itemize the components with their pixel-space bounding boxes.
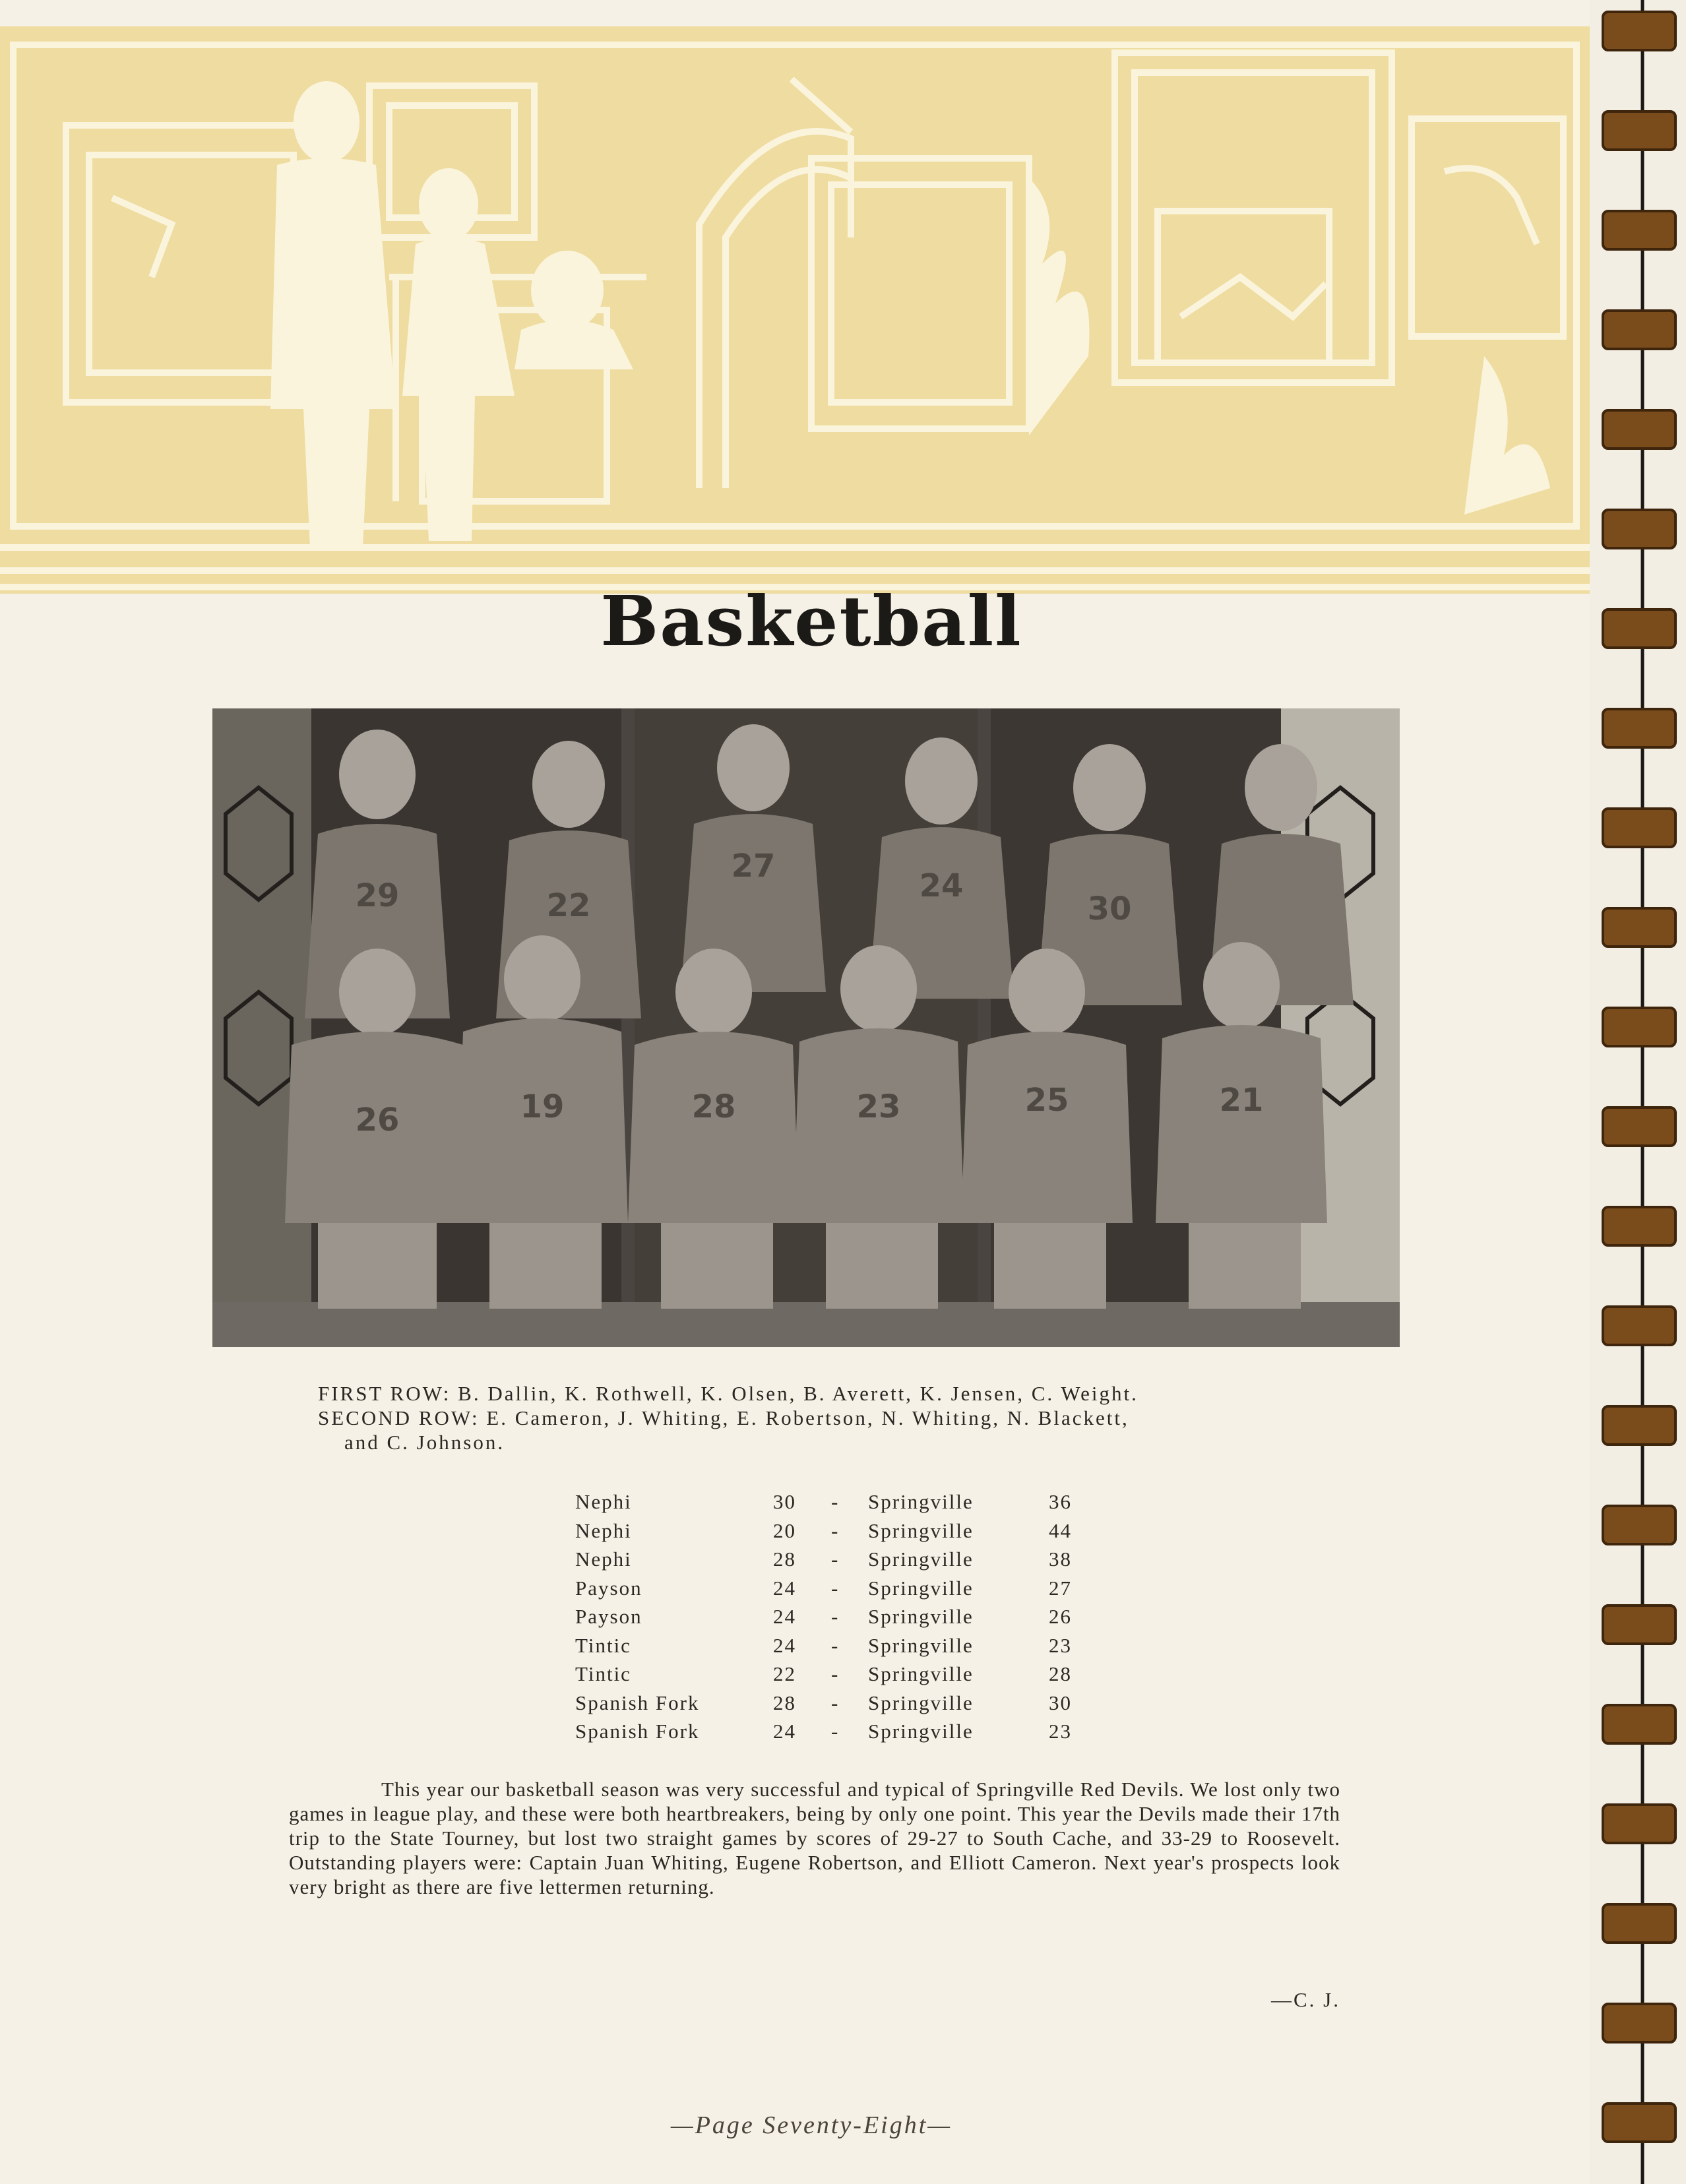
binding-coil — [1603, 12, 1675, 50]
binding-coil — [1603, 1904, 1675, 1943]
jersey-number: 27 — [731, 848, 776, 885]
home-team: Springville — [868, 1518, 974, 1542]
score-dash: - — [831, 1633, 840, 1657]
score-row — [575, 1490, 1103, 1519]
score-row — [575, 1519, 1103, 1548]
header-illustration — [0, 26, 1590, 594]
season-summary: This year our basketball season was very successful and typical of Springville Red Devils. We lost only two games in league play, and these were both heartbreakers, being by only one point. This year the Devils made their 17th trip to the State Tourney, but lost two straight games by scores of 29-27 to South Cache, and 33-29 to Roosevelt. Outstanding players were: Captain Juan Whiting, Eugene Robertson, and Elliott Cameron. Next year's prospects look very bright as there are five lettermen returning. — [289, 1778, 1340, 1898]
home-score: 23 — [1049, 1633, 1072, 1657]
opponent-score: 30 — [773, 1490, 796, 1513]
opponent-team: Tintic — [575, 1662, 631, 1685]
home-team: Springville — [868, 1720, 974, 1743]
opponent-team: Spanish Fork — [575, 1720, 700, 1743]
jersey-number: 24 — [919, 867, 964, 904]
jersey-number: 29 — [355, 877, 400, 914]
score-dash: - — [831, 1490, 840, 1513]
author-signature: —C. J. — [1271, 1988, 1340, 2011]
opponent-score: 20 — [773, 1518, 796, 1542]
score-dash: - — [831, 1576, 840, 1600]
binding-coil — [1603, 311, 1675, 349]
opponent-score: 24 — [773, 1605, 796, 1628]
binding-coil — [1603, 111, 1675, 150]
score-row — [575, 1605, 1103, 1634]
score-dash: - — [831, 1518, 840, 1542]
home-score: 36 — [1049, 1490, 1072, 1513]
jersey-number: 21 — [1219, 1082, 1264, 1119]
binding-coil — [1603, 1705, 1675, 1743]
jersey-number: 26 — [355, 1102, 400, 1139]
score-dash: - — [831, 1605, 840, 1628]
binding-coil — [1603, 1406, 1675, 1445]
binding-coil — [1603, 1307, 1675, 1345]
photo-caption — [318, 1381, 1334, 1454]
home-score: 26 — [1049, 1605, 1072, 1628]
home-team: Springville — [868, 1605, 974, 1628]
opponent-team: Nephi — [575, 1490, 632, 1513]
home-score: 44 — [1049, 1518, 1072, 1542]
caption-second-row-cont: and C. Johnson. — [344, 1431, 505, 1454]
binding-coil — [1603, 1506, 1675, 1544]
opponent-score: 22 — [773, 1662, 796, 1685]
score-row — [575, 1547, 1103, 1576]
opponent-score: 24 — [773, 1576, 796, 1600]
home-team: Springville — [868, 1633, 974, 1657]
score-dash: - — [831, 1691, 840, 1714]
jersey-number: 19 — [520, 1088, 565, 1125]
opponent-team: Nephi — [575, 1518, 632, 1542]
score-row — [575, 1691, 1103, 1720]
home-team: Springville — [868, 1547, 974, 1571]
opponent-team: Tintic — [575, 1633, 631, 1657]
binding-coil — [1603, 2004, 1675, 2042]
binding-coil — [1603, 1108, 1675, 1146]
binding-coil — [1603, 908, 1675, 947]
home-team: Springville — [868, 1490, 974, 1513]
jersey-number: 22 — [546, 887, 591, 924]
jersey-number: 23 — [856, 1088, 901, 1125]
binding-coil — [1603, 1805, 1675, 1843]
binding-coil — [1603, 709, 1675, 747]
home-score: 27 — [1049, 1576, 1072, 1600]
caption-first-row: FIRST ROW: B. Dallin, K. Rothwell, K. Olsen, B. Averett, K. Jensen, C. Weight. — [318, 1382, 1139, 1405]
score-dash: - — [831, 1662, 840, 1685]
binding-coil — [1603, 1008, 1675, 1046]
home-team: Springville — [868, 1691, 974, 1714]
home-score: 30 — [1049, 1691, 1072, 1714]
home-score: 23 — [1049, 1720, 1072, 1743]
team-photo — [212, 708, 1400, 1347]
spiral-binding — [1590, 0, 1686, 2184]
page-number-footer: —Page Seventy-Eight— — [670, 2111, 952, 2139]
score-dash: - — [831, 1720, 840, 1743]
score-row — [575, 1634, 1103, 1663]
binding-coil — [1603, 809, 1675, 847]
opponent-team: Payson — [575, 1605, 642, 1628]
score-row — [575, 1576, 1103, 1606]
opponent-score: 24 — [773, 1633, 796, 1657]
home-team: Springville — [868, 1662, 974, 1685]
binding-coil — [1603, 609, 1675, 648]
score-dash: - — [831, 1547, 840, 1571]
score-row — [575, 1720, 1103, 1749]
jersey-number: 30 — [1087, 890, 1132, 927]
score-table — [575, 1490, 1103, 1749]
binding-coil — [1603, 2104, 1675, 2142]
opponent-team: Payson — [575, 1576, 642, 1600]
home-score: 28 — [1049, 1662, 1072, 1685]
jersey-number: 25 — [1024, 1082, 1069, 1119]
opponent-team: Spanish Fork — [575, 1691, 700, 1714]
binding-coil — [1603, 1207, 1675, 1245]
binding-coil — [1603, 1606, 1675, 1644]
binding-coil — [1603, 211, 1675, 249]
home-team: Springville — [868, 1576, 974, 1600]
caption-second-row: SECOND ROW: E. Cameron, J. Whiting, E. Robertson, N. Whiting, N. Blackett, — [318, 1406, 1129, 1429]
opponent-score: 24 — [773, 1720, 796, 1743]
jersey-number: 28 — [691, 1088, 736, 1125]
binding-coil — [1603, 410, 1675, 449]
page-title: Basketball — [600, 580, 1022, 662]
binding-coil — [1603, 510, 1675, 548]
score-row — [575, 1662, 1103, 1691]
opponent-score: 28 — [773, 1691, 796, 1714]
opponent-score: 28 — [773, 1547, 796, 1571]
opponent-team: Nephi — [575, 1547, 632, 1571]
home-score: 38 — [1049, 1547, 1072, 1571]
